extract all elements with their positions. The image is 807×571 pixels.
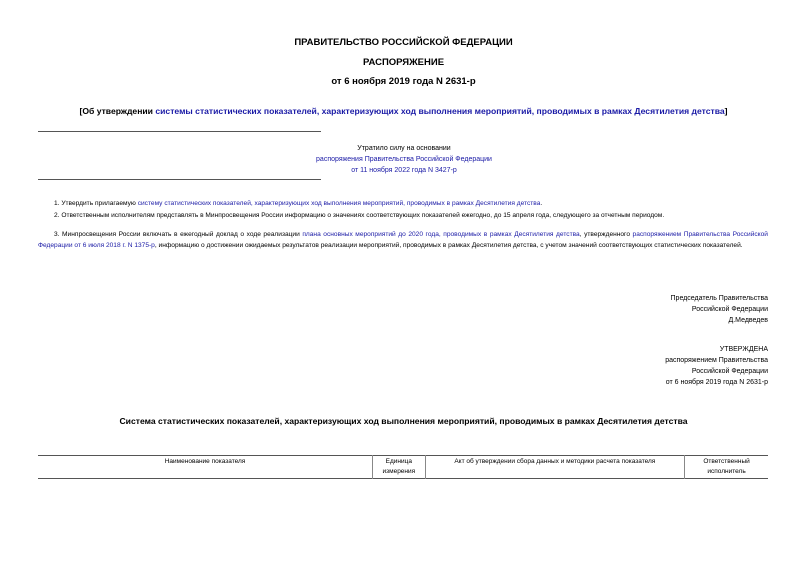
approval-block [560,344,768,388]
col-indicator-name [38,456,373,479]
status-line: Утратило силу на основании [357,145,451,152]
col-executor [685,456,768,479]
doc-title [0,106,807,116]
doc-date-number: от 6 ноября 2019 года N 2631-р [331,76,476,87]
p1-text: 1. Утвердить прилагаемую [54,200,138,207]
divider-bottom [38,179,321,180]
status-link-2[interactable]: от 11 ноября 2022 года N 3427-р [351,167,457,174]
title-open: [Об утверждении [79,106,156,116]
org-name: ПРАВИТЕЛЬСТВО РОССИЙСКОЙ ФЕДЕРАЦИИ [294,37,513,48]
paragraph-2: 2. Ответственным исполнителям представлять в Минпросвещения России информацию о значениях соответствующих показателей ежегодно, до 15 апреля года, следующего за отчетным периодом. [54,212,665,219]
approval-line-4: от 6 ноября 2019 года N 2631-р [665,379,768,386]
title-link[interactable]: системы статистических показателей, характеризующих ход выполнения мероприятий, проводимых в рамках Десятилетия детства [155,106,725,116]
approval-line-3: Российской Федерации [691,368,768,375]
col-executor-label-2: исполнитель [707,468,746,475]
approval-line-2: распоряжением Правительства [665,357,768,364]
col-act [425,456,685,479]
p3-end: , информацию о достижении ожидаемых результатов реализации мероприятий, проводимых в рамках Десятилетия детства, с учетом значений соответствующих статистических показателей. [154,242,743,250]
paragraph-1 [38,198,768,209]
approval-line-1: УТВЕРЖДЕНА [719,346,768,353]
col-unit-label-1: Единица [385,458,412,465]
signature-name: Д.Медведев [728,317,768,324]
col-act-label: Акт об утверждении сбора данных и методики расчета показателя [454,458,656,465]
col-unit [373,456,425,479]
status-block [300,143,508,176]
system-title: Система статистических показателей, характеризующих ход выполнения мероприятий, проводимых в рамках Десятилетия детства [119,416,688,426]
signature-title: Председатель Правительства [670,295,768,302]
p3-link-decree[interactable]: распоряжением Правительства Российской Федерации от 6 июля 2018 г. N 1375-р [38,231,768,250]
col-indicator-name-label: Наименование показателя [164,458,246,465]
title-close: ] [724,106,728,116]
status-link-1[interactable]: распоряжения Правительства Российской Федерации [316,156,492,163]
table-header-row [38,456,768,479]
col-unit-label-2: измерения [382,468,416,475]
signature-country: Российской Федерации [691,306,768,313]
doc-type: РАСПОРЯЖЕНИЕ [362,57,445,68]
col-executor-label-1: Ответственный [703,458,750,465]
p1-end: . [540,200,543,207]
p3-link-plan[interactable]: плана основных мероприятий до 2020 года, проводимых в рамках Десятилетия детства [302,231,580,238]
p1-link[interactable]: систему статистических показателей, характеризующих ход выполнения мероприятий, проводимых в рамках Десятилетия детства [137,200,541,207]
paragraph-3 [38,229,768,251]
p3-mid: , утвержденного [579,231,633,238]
divider-top [38,131,321,132]
indicators-table [38,455,768,479]
p3-text: 3. Минпросвещения России включать в ежегодный доклад о ходе реализации [54,231,303,238]
signature-block [560,293,768,326]
